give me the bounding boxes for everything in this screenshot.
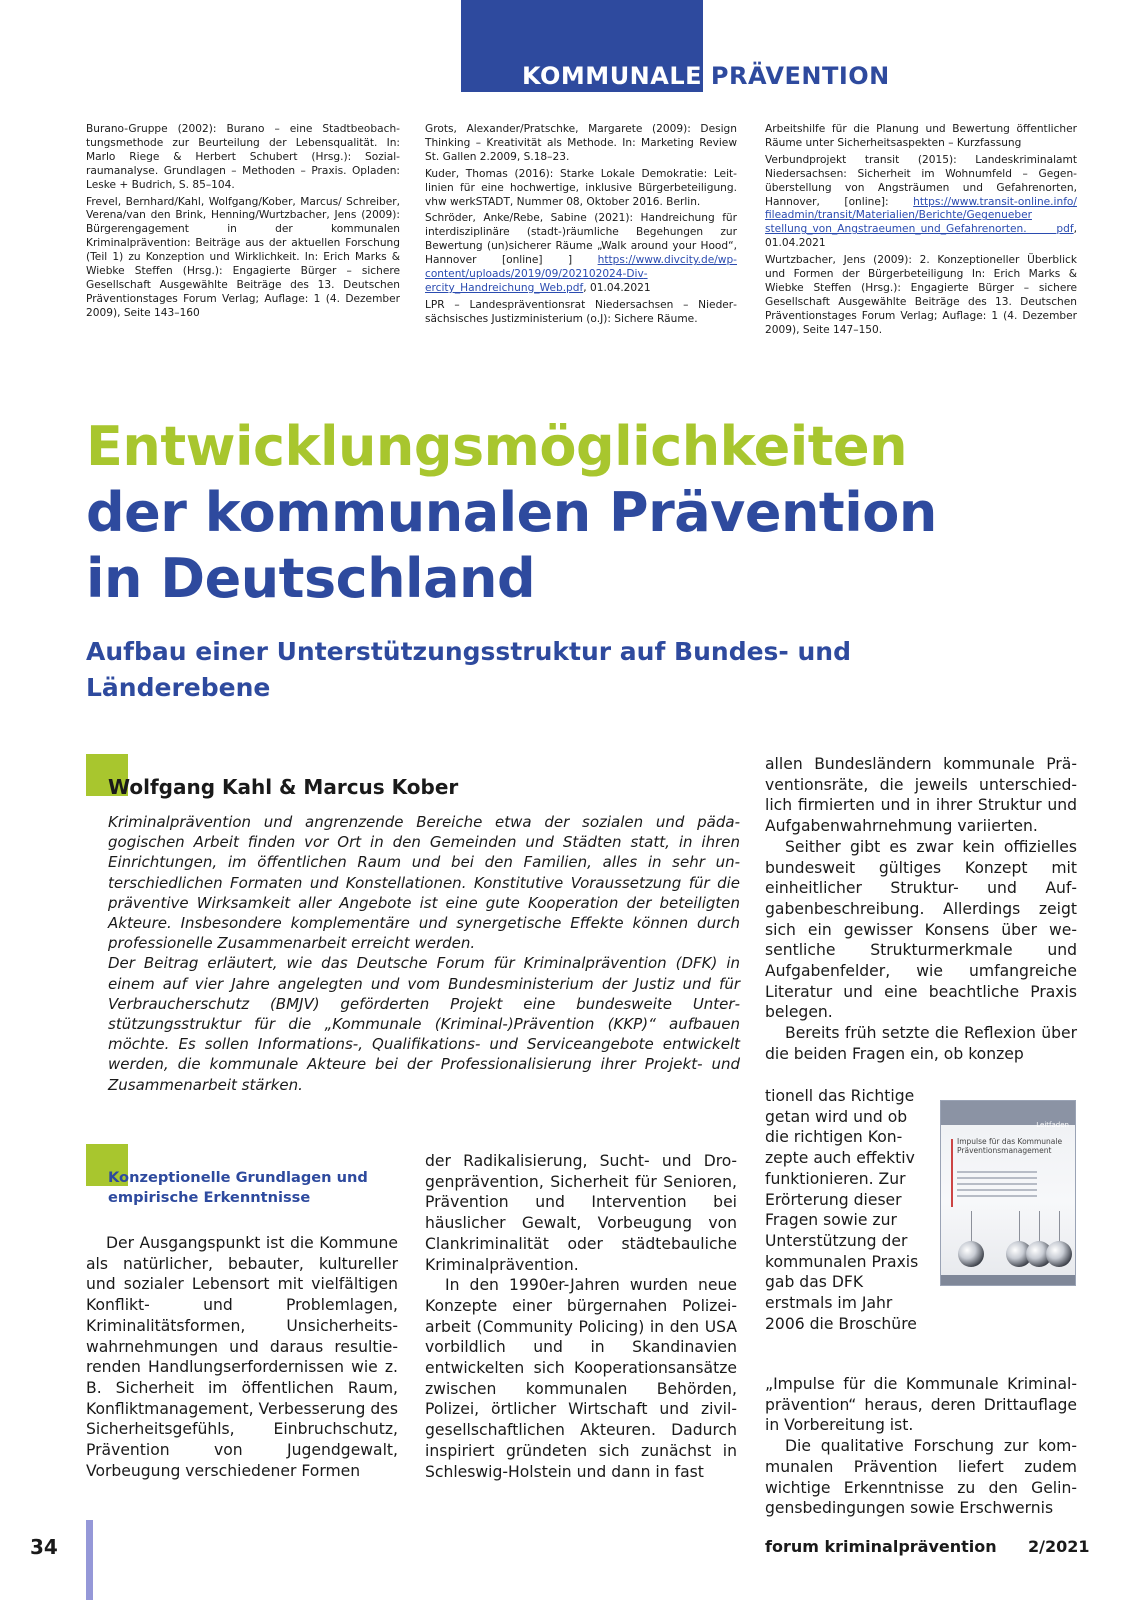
article-title-line-2: der kommunalen Prävention — [86, 481, 937, 544]
reference-entry — [425, 212, 737, 295]
page-number: 34 — [30, 1535, 58, 1559]
reference-entry: Grots, Alexander/Pratschke, Margarete (2009): Design Thinking – Kreativität als Methode. In: Marketing Review St. Gallen 2.2009, S.18–23. — [425, 123, 737, 163]
cradle-ball-icon — [1046, 1241, 1072, 1267]
article-title-line-3: in Deutschland — [86, 547, 536, 610]
references-column-3 — [765, 123, 1077, 341]
body-paragraph: Bereits früh setzte die Reflexion über die beiden Fragen ein, ob konzep — [765, 1024, 1077, 1063]
brochure-label: Leitfaden — [1036, 1121, 1069, 1129]
brochure-text-lines — [957, 1171, 1037, 1199]
body-column-3-lower — [765, 1374, 1077, 1519]
body-column-3-wrap — [765, 1086, 923, 1334]
brochure-cover-image — [940, 1100, 1076, 1286]
reference-date: , 01.04.2021 — [765, 223, 1077, 250]
body-paragraph: der Radikalisierung, Sucht- und Drogenprävention, Sicherheit für Senioren, Prävention und Intervention bei häuslicher Gewalt, Vorbeugung von Clankriminalität oder städtebauliche Kriminalprävention. — [425, 1152, 737, 1274]
reference-link[interactable]: https://www.divcity.de/wp-content/uploads/2019/09/202102024-Divercity_Handreichung_Web.pdf — [425, 254, 737, 294]
body-column-1 — [86, 1233, 398, 1481]
reference-text: Schröder, Anke/Rebe, Sabine (2021): Handreichung für interdisziplinäre (stadt-)räumliche Begehungen zur Bewertung (un)sicherer Räume „Walk around your Hood“, Hannover [online] ] — [425, 212, 737, 267]
reference-entry: Wurtzbacher, Jens (2009): 2. Konzeptioneller Überblick und Formen der Bürgerbeteiligung In: Erich Marks & Wiebke Steffen (Hrsg.): Engagierte Bürger – sichere Gesellschaft Ausgewählte Beiträge des 13. Deutschen Präventionstages Forum Verlag; Auflage: 1 (4. Dezember 2009), Seite 147–150. — [765, 254, 1077, 336]
brochure-title: Impulse für das Kommunale Präventionsmanagement — [957, 1137, 1063, 1155]
section-header-part2: PRÄVENTION — [710, 62, 890, 90]
body-paragraph: Der Ausgangspunkt ist die Kommune als natürlicher, bebauter, kultureller und sozialer Lebensort mit vielfältigen Konflikt- und Problemlagen, Kriminalitätsformen, Unsicherheitswahrnehmungen und daraus resultierenden Handlungserfordernissen wie z. B. Sicherheit im öffentlichen Raum, Konfliktmanagement, Verbesserung des Sicherheitsgefühls, Einbruchschutz, Prävention von Jugendgewalt, Vorbeugung verschiedener Formen — [86, 1234, 398, 1480]
brochure-red-line — [951, 1139, 953, 1207]
article-abstract — [108, 812, 740, 1095]
reference-entry: Frevel, Bernhard/Kahl, Wolfgang/Kober, Marcus/ Schreiber, Verena/van den Brink, Henning/Wurtzbacher, Jens (2009): Bürgerengagement in der kommunalen Kriminalprävention: Beiträge aus der aktuellen Forschung (Teil 1) zu Konzeption und Wirklichkeit. In: Erich Marks & Wiebke Steffen (Hrsg.): Engagierte Bürger – sichere Gesellschaft Ausgewählte Beiträge des 13. Deutschen Präventionstages Forum Verlag; Auflage: 1 (4. Dezember 2009), Seite 143–160 — [86, 195, 400, 319]
reference-entry: LPR – Landespräventionsrat Niedersachsen – Niedersächsisches Justizministerium (o.J): Sichere Räume. — [425, 298, 737, 325]
brochure-bottom-bar — [941, 1275, 1075, 1285]
reference-text: Verbundprojekt transit (2015): Landeskriminalamt Niedersachsen: Sicherheit im Wohnumfeld – Gegenüberstellung von Angsträumen und Gefahrenorten, Hannover, [online]: — [765, 153, 1077, 208]
body-paragraph: tionell das Richtige getan wird und ob die richtigen Konzepte auch effektiv funktionieren. Zur Erörterung dieser Fragen sowie zur Unterstützung der kommunalen Praxis gab das DFK erstmals im Jahr 2006 die Broschüre — [765, 1087, 919, 1333]
article-authors: Wolfgang Kahl & Marcus Kober — [108, 775, 459, 799]
reference-date: , 01.04.2021 — [583, 281, 651, 294]
reference-entry: Kuder, Thomas (2016): Starke Lokale Demokratie: Leitlinien für eine hochwertige, inklusive Bürgerbeteiligung. vhw werkSTADT, Nummer 08, Oktober 2016. Berlin. — [425, 167, 737, 208]
reference-entry: Burano-Gruppe (2002): Burano – eine Stadtbeobachtungsmethode zur Beurteilung der Lebensqualität. In: Marlo Riege & Herbert Schubert (Hrsg.): Sozialraumanalyse. Grundlagen – Methoden – Praxis. Opladen: Leske + Budrich, S. 85–104. — [86, 123, 400, 191]
magazine-name: forum kriminalprävention — [765, 1537, 997, 1556]
cradle-ball-icon — [958, 1241, 984, 1267]
footer-accent-bar — [86, 1520, 93, 1600]
body-paragraph: „Impulse für die Kommunale Kriminalprävention“ heraus, deren Drittauflage in Vorbereitung ist. — [765, 1375, 1077, 1435]
body-column-3 — [765, 754, 1077, 1065]
section-header-part1: KOMMUNALE — [522, 62, 703, 90]
issue-number: 2/2021 — [1028, 1537, 1090, 1556]
reference-entry — [765, 154, 1077, 251]
reference-link[interactable]: https://www.transit-online.info/ fileadmin/transit/Materialien/Berichte/Gegenueber stellung_von_Angstraeumen_und_Gefahrenorten. pdf — [765, 195, 1077, 236]
body-paragraph: Seither gibt es zwar kein offizielles bundesweit gültiges Konzept mit einheitlicher Struktur- und Aufgabenbeschreibung. Allerdings zeigt sich ein gewisser Konsens über wesentliche Strukturmerkmale und Aufgabenfelder, wie umfangreiche Literatur und eine beachtliche Praxis belegen. — [765, 837, 1077, 1022]
references-column-2 — [425, 123, 737, 330]
body-paragraph: allen Bundesländern kommunale Präventionsräte, die jeweils unterschiedlich firmierten und in ihrer Struktur und Aufgabenwahrnehmung variierten. — [765, 755, 1077, 836]
body-paragraph: Die qualitative Forschung zur kommunalen Prävention liefert zudem wichtige Erkenntnisse zu den Gelingensbedingungen sowie Erschwernis — [765, 1437, 1077, 1518]
references-column-1 — [86, 123, 400, 324]
abstract-paragraph: Der Beitrag erläutert, wie das Deutsche Forum für Kriminalprävention (DFK) in einem auf vier Jahre angelegten und vom Bundesministerium der Justiz und für Verbraucherschutz (BMJV) geförderten Projekt eine bundesweite Unterstützungsstruktur für die „Kommunale (Kriminal-)Prävention (KKP)“ aufbauen möchte. Es sollen Informations-, Qualifikations- und Serviceangebote entwickelt werden, die kommunale Akteure bei der Professionalisierung ihrer Projekt- und Zusammenarbeit stärken. — [108, 954, 740, 1094]
body-column-2 — [425, 1151, 737, 1482]
section-header — [522, 62, 890, 90]
body-paragraph: In den 1990er-Jahren wurden neue Konzepte einer bürgernahen Polizeiarbeit (Community Policing) in den USA vorbildlich und in Skandinavien entwickelten sich Kooperationsansätze zwischen kommunalen Behörden, Polizei, örtlicher Wirtschaft und zivilgesellschaftlichen Akteuren. Dadurch inspiriert gründeten sich zunächst in Schleswig-Holstein und dann in fast — [425, 1276, 737, 1481]
article-title-line-1: Entwicklungsmöglichkeiten — [86, 415, 908, 478]
article-subtitle: Aufbau einer Unterstützungsstruktur auf Bundes- und Länderebene — [86, 637, 852, 702]
reference-entry: Arbeitshilfe für die Planung und Bewertung öffentlicher Räume unter Sicherheitsaspekten – Kurzfassung — [765, 123, 1077, 149]
section-heading: Konzeptionelle Grundlagen und empirische Erkenntnisse — [108, 1169, 368, 1206]
abstract-paragraph: Kriminalprävention und angrenzende Bereiche etwa der sozialen und pädagogischen Arbeit finden vor Ort in den Gemeinden und Städten statt, in ihren Einrichtungen, im öffentlichen Raum und bei den Familien, alles in sehr unterschiedlichen Formaten und Konstellationen. Konstitutive Voraussetzung für die präventive Wirksamkeit aller Angebote ist eine gute Kooperation der beteiligten Akteure. Insbesondere komplementäre und synergetische Effekte können durch professionelle Zusammenarbeit erreicht werden. — [108, 813, 740, 953]
